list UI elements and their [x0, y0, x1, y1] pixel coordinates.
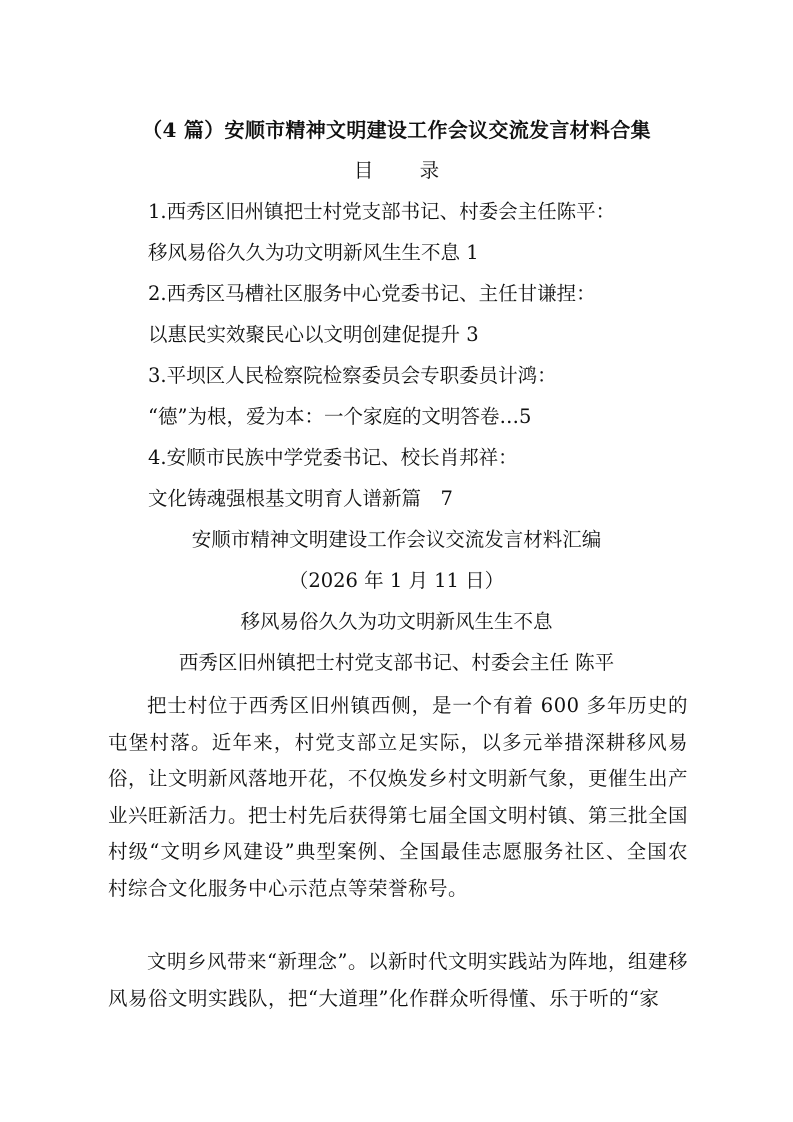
toc-entry-3-title: “德”为根，爱为本：一个家庭的文明答卷…5 [148, 405, 532, 428]
toc-entry-2-title: 以惠民实效聚民心以文明创建促提升 3 [148, 323, 479, 346]
toc-entry-4-title: 文化铸魂强根基文明育人谱新篇 7 [148, 487, 453, 510]
compilation-date: （2026 年 1 月 11 日） [288, 569, 505, 592]
toc-entry-2-author: 2.西秀区马槽社区服务中心党委书记、主任甘谦捏： [148, 282, 596, 305]
toc-entry-1-author: 1.西秀区旧州镇把士村党支部书记、村委会主任陈平： [148, 200, 616, 223]
speech-title: 移风易俗久久为功文明新风生生不息 [240, 610, 553, 633]
toc-entry-4-author: 4.安顺市民族中学党委书记、校长肖邦祥： [148, 446, 518, 469]
body-paragraph-1: 把士村位于西秀区旧州镇西侧，是一个有着 600 多年历史的屯堡村落。近年来，村党支部立足实际，以多元举措深耕移风易俗，让文明新风落地开花，不仅焕发乡村文明新气象，更催生出产业兴旺新活力。把士村先后获得第七届全国文明村镇、第三批全国村级“文明乡风建设”典型案例、全国最佳志愿服务社区、全国农村综合文化服务中心示范点等荣誉称号。 [108, 694, 689, 900]
body-paragraph-2: 文明乡风带来“新理念”。以新时代文明实践站为阵地，组建移风易俗文明实践队，把“大道理”化作群众听得懂、乐于听的“家 [108, 950, 688, 1010]
compilation-title: 安顺市精神文明建设工作会议交流发言材料汇编 [191, 528, 602, 551]
toc-heading: 目 录 [353, 159, 460, 182]
speaker-line: 西秀区旧州镇把士村党支部书记、村委会主任 陈平 [178, 651, 615, 674]
toc-entry-3-author: 3.平坝区人民检察院检察委员会专职委员计鸿： [148, 364, 557, 387]
document-title: （4 篇）安顺市精神文明建设工作会议交流发言材料合集 [142, 118, 651, 142]
toc-entry-1-title: 移风易俗久久为功文明新风生生不息 1 [148, 241, 479, 264]
